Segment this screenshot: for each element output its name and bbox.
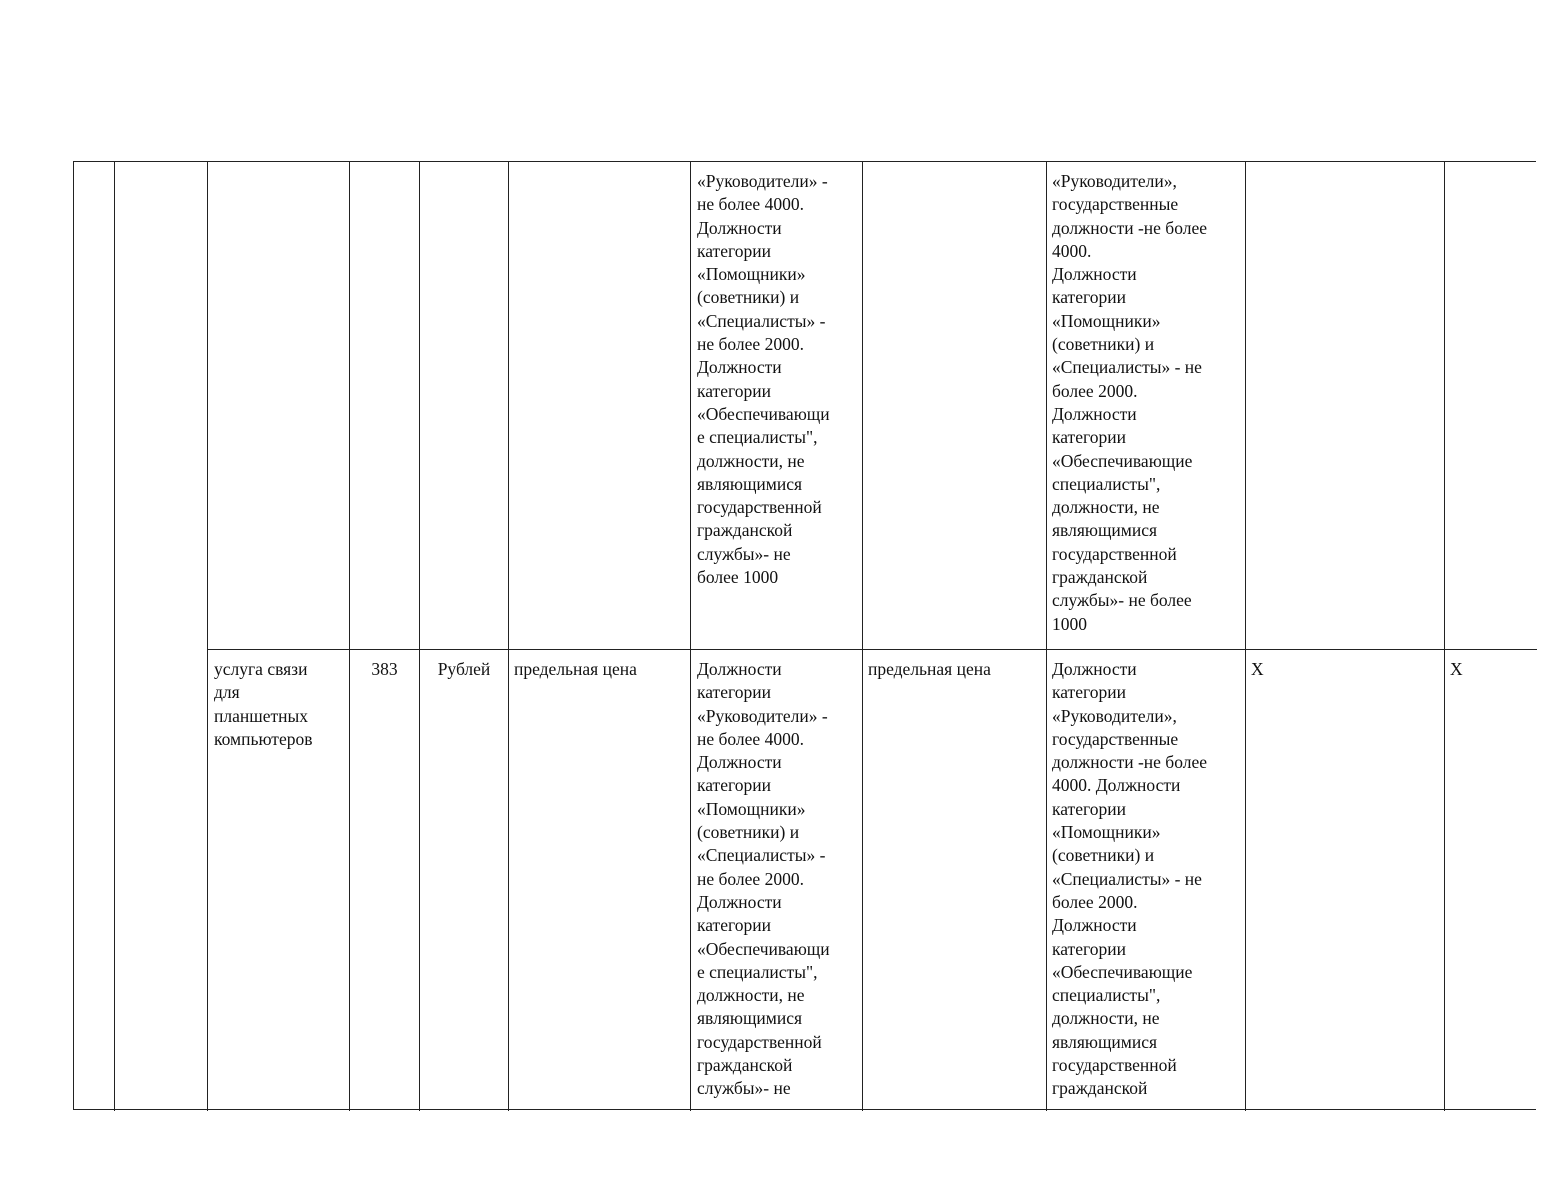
cell-line: 1000: [1052, 613, 1087, 634]
cell-line: не более 4000.: [697, 728, 804, 749]
value-b-cell: [1052, 658, 1244, 1101]
cell-line: «Руководители» -: [697, 171, 828, 191]
cell-line: службы»- не: [697, 1078, 791, 1099]
cell-line: являющимися: [697, 473, 803, 494]
cell-line: категории: [1052, 798, 1126, 819]
cell-line: должности -не более: [1052, 217, 1207, 238]
cell-line: службы»- не более: [1052, 590, 1192, 611]
cell-line: Должности: [1052, 915, 1137, 936]
cell-line: «Специалисты» -: [697, 310, 826, 331]
cell-line: «Специалисты» -: [697, 845, 826, 866]
cell-line: являющимися: [697, 1008, 803, 1029]
cell-line: государственной: [1052, 543, 1177, 564]
cell-line: «Специалисты» - не: [1052, 868, 1202, 889]
cell-line: (советники) и: [697, 287, 800, 308]
cell-line: для: [214, 682, 240, 703]
cell-line: «Помощники»: [697, 264, 806, 285]
cell-line: «Обеспечивающие: [1052, 450, 1193, 471]
cell-line: Должности: [1052, 659, 1137, 679]
col10-mark: X: [1251, 659, 1264, 679]
cell-line: не более 4000.: [697, 194, 804, 215]
cell-line: 4000. Должности: [1052, 775, 1181, 796]
cell-line: не более 2000.: [697, 868, 804, 889]
cell-line: категории: [697, 380, 771, 401]
cell-line: более 2000.: [1052, 891, 1138, 912]
cell-line: Должности: [697, 752, 782, 773]
okei-code-cell: 383: [371, 659, 398, 679]
col-divider: [862, 162, 863, 1111]
characteristic-a-cell: предельная цена: [514, 659, 637, 679]
service-name-cell: [214, 658, 348, 751]
cell-line: должности, не: [697, 450, 805, 471]
cell-line: услуга связи: [214, 659, 308, 679]
cell-line: «Помощники»: [1052, 822, 1161, 843]
characteristic-b-cell: предельная цена: [868, 659, 991, 679]
cell-line: являющимися: [1052, 520, 1158, 541]
col-divider: [508, 162, 509, 1111]
cell-line: «Руководители» -: [697, 705, 828, 726]
cell-line: (советники) и: [1052, 334, 1155, 355]
col-divider: [419, 162, 420, 1111]
cell-line: государственные: [1052, 194, 1179, 215]
cell-line: Должности: [1052, 403, 1137, 424]
cell-line: специалисты",: [1052, 473, 1161, 494]
cell-line: должности, не: [1052, 497, 1160, 518]
cell-line: Должности: [1052, 264, 1137, 285]
cell-line: «Помощники»: [697, 798, 806, 819]
cell-line: гражданской: [697, 1055, 793, 1076]
cell-line: (советники) и: [697, 822, 800, 843]
col11-mark: X: [1450, 659, 1463, 679]
cell-line: категории: [1052, 682, 1126, 703]
cell-line: категории: [697, 915, 771, 936]
cell-line: более 2000.: [1052, 380, 1138, 401]
cell-line: планшетных: [214, 705, 308, 726]
col-divider: [207, 162, 208, 1111]
cell-line: «Обеспечивающи: [697, 403, 830, 424]
cell-line: компьютеров: [214, 728, 313, 749]
cell-line: «Руководители»,: [1052, 171, 1177, 191]
cell-line: «Помощники»: [1052, 310, 1161, 331]
cell-line: 4000.: [1052, 240, 1092, 261]
cell-line: более 1000: [697, 567, 779, 588]
cell-line: категории: [1052, 938, 1126, 959]
cell-line: государственной: [697, 497, 822, 518]
col-divider: [1245, 162, 1246, 1111]
cell-line: должности, не: [1052, 1008, 1160, 1029]
requirements-table: [73, 161, 1536, 1110]
cell-line: гражданской: [1052, 567, 1148, 588]
cell-line: являющимися: [1052, 1031, 1158, 1052]
cell-line: должности, не: [697, 985, 805, 1006]
cell-line: государственные: [1052, 728, 1179, 749]
col-divider: [349, 162, 350, 1111]
cell-line: категории: [697, 775, 771, 796]
cell-line: категории: [1052, 287, 1126, 308]
cell-line: (советники) и: [1052, 845, 1155, 866]
cell-line: е специалисты",: [697, 427, 818, 448]
cell-line: Должности: [697, 357, 782, 378]
cell-line: специалисты",: [1052, 985, 1161, 1006]
unit-cell: Рублей: [437, 659, 491, 679]
continuation-col9: [1052, 170, 1244, 636]
row-divider: [207, 649, 1537, 650]
value-a-cell: [697, 658, 862, 1101]
col-divider: [1444, 162, 1445, 1111]
cell-line: гражданской: [697, 520, 793, 541]
continuation-col7: [697, 170, 862, 589]
cell-line: государственной: [1052, 1055, 1177, 1076]
cell-line: «Обеспечивающие: [1052, 961, 1193, 982]
cell-line: Должности: [697, 217, 782, 238]
cell-line: «Обеспечивающи: [697, 938, 830, 959]
cell-line: Должности: [697, 891, 782, 912]
cell-line: гражданской: [1052, 1078, 1148, 1099]
cell-line: Должности: [697, 659, 782, 679]
cell-line: е специалисты",: [697, 961, 818, 982]
cell-line: категории: [1052, 427, 1126, 448]
col-divider: [690, 162, 691, 1111]
cell-line: государственной: [697, 1031, 822, 1052]
cell-line: «Специалисты» - не: [1052, 357, 1202, 378]
cell-line: должности -не более: [1052, 752, 1207, 773]
cell-line: «Руководители»,: [1052, 705, 1177, 726]
cell-line: службы»- не: [697, 543, 791, 564]
cell-line: не более 2000.: [697, 334, 804, 355]
col-divider: [114, 162, 115, 1111]
cell-line: категории: [697, 682, 771, 703]
col-divider: [1046, 162, 1047, 1111]
cell-line: категории: [697, 240, 771, 261]
